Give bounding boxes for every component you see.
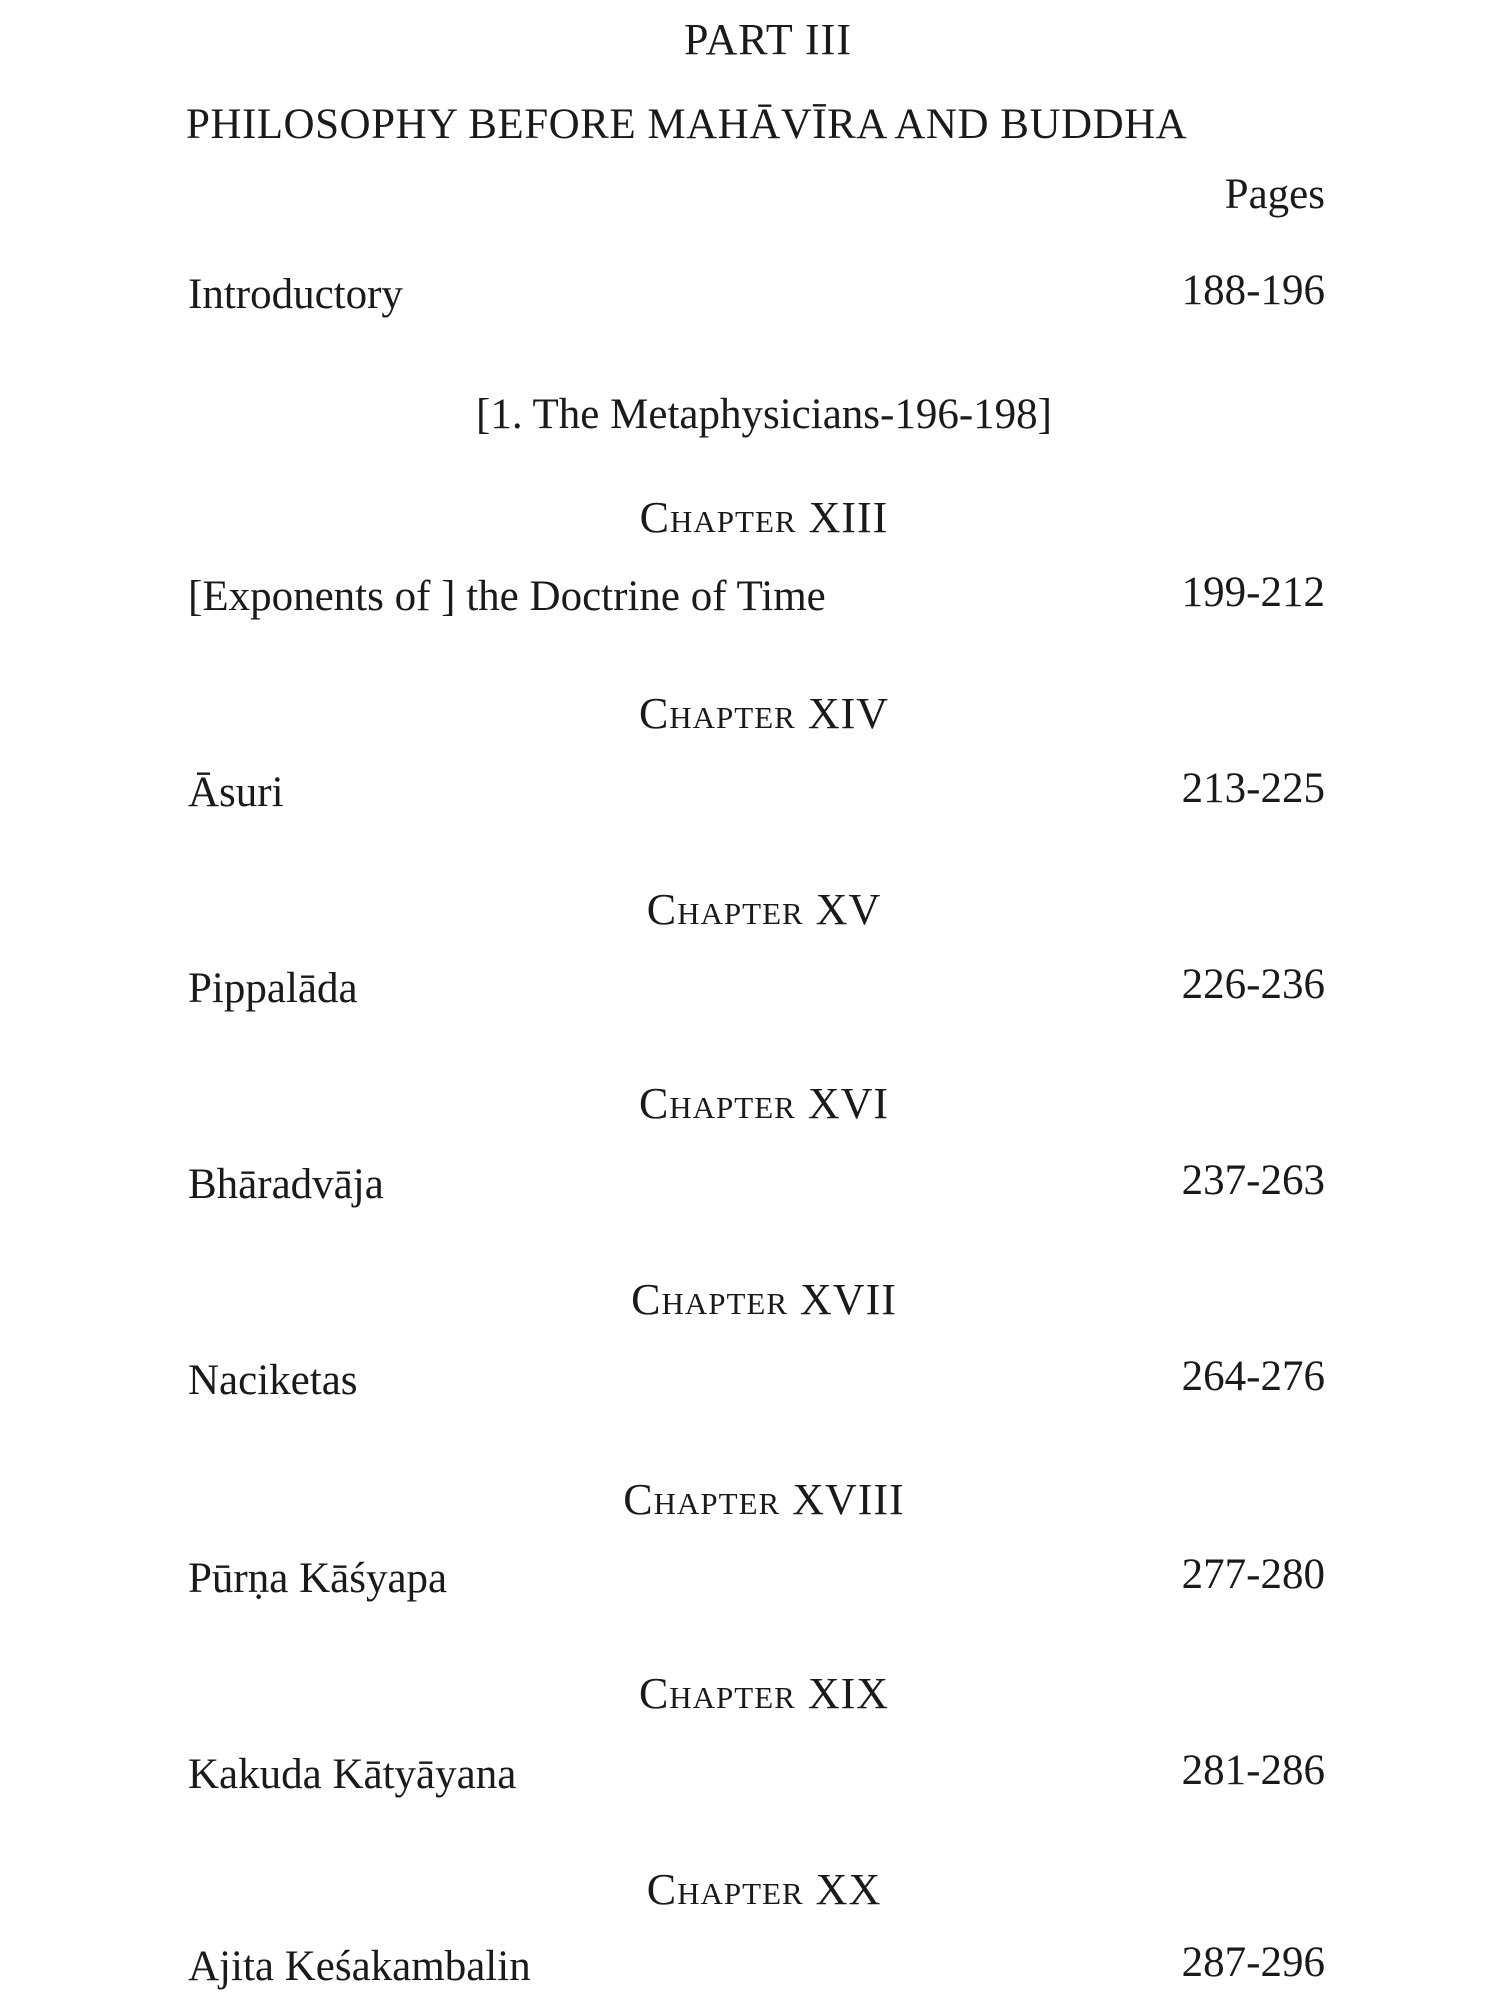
entry-title: Introductory (188, 271, 403, 318)
chapter-heading: Chapter XIX (638, 1669, 890, 1718)
entry-pages: 277-280 (1181, 1551, 1325, 1598)
entry-title: Pūrṇa Kāśyapa (188, 1555, 448, 1602)
chapter-heading: Chapter XIV (638, 689, 890, 738)
chapter-heading: Chapter XX (646, 1865, 882, 1914)
entry-pages: 213-225 (1181, 765, 1325, 812)
entry-pages: 199-212 (1181, 569, 1325, 616)
chapter-heading: Chapter XVI (638, 1079, 890, 1128)
toc-entry (0, 1939, 1500, 2002)
toc-entry (0, 1353, 1500, 1416)
chapter-heading: Chapter XVIII (623, 1475, 905, 1524)
pages-column-heading: Pages (1224, 171, 1325, 218)
entry-pages: 287-296 (1181, 1939, 1325, 1986)
entry-title: Āsuri (188, 769, 284, 816)
entry-title: [Exponents of ] the Doctrine of Time (188, 573, 826, 620)
part-label: PART III (684, 15, 852, 64)
chapter-heading: Chapter XV (646, 885, 882, 934)
entry-title: Ajita Keśakambalin (188, 1943, 531, 1990)
entry-title: Pippalāda (188, 965, 358, 1012)
toc-entry (0, 1747, 1500, 1810)
toc-entry (0, 961, 1500, 1024)
entry-pages: 281-286 (1181, 1747, 1325, 1794)
entry-pages: 226-236 (1181, 961, 1325, 1008)
part-title: PHILOSOPHY BEFORE MAHĀVĪRA AND BUDDHA (186, 101, 1188, 148)
subsection-metaphysicians: [1. The Metaphysicians-196-198] (476, 391, 1052, 438)
toc-entry (0, 1157, 1500, 1220)
entry-pages: 237-263 (1181, 1157, 1325, 1204)
chapter-heading: Chapter XIII (639, 493, 889, 542)
toc-entry (0, 765, 1500, 828)
entry-title: Naciketas (188, 1357, 358, 1404)
entry-title: Bhāradvāja (188, 1161, 384, 1208)
entry-title: Kakuda Kātyāyana (188, 1751, 517, 1798)
toc-entry (0, 569, 1500, 632)
entry-pages: 188-196 (1181, 267, 1325, 314)
toc-entry-introductory (0, 267, 1500, 330)
toc-entry (0, 1551, 1500, 1614)
chapter-heading: Chapter XVII (631, 1275, 897, 1324)
entry-pages: 264-276 (1181, 1353, 1325, 1400)
